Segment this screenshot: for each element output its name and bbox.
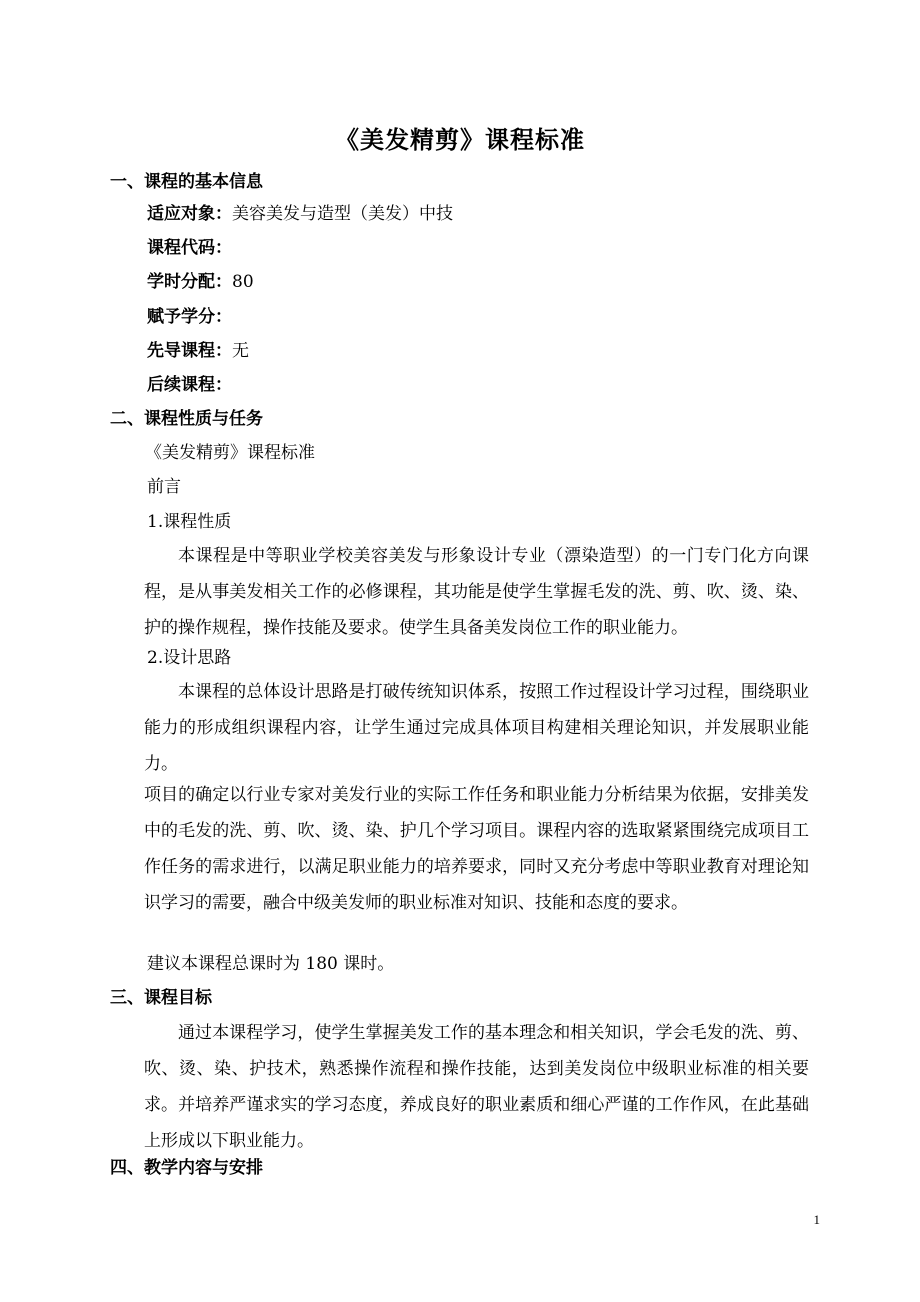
nature-paragraph: 本课程是中等职业学校美容美发与形象设计专业（漂染造型）的一门专门化方向课程，是从事美发相关工作的必修课程，其功能是使学生掌握毛发的洗、剪、吹、烫、染、护的操作规程，操作技能及要求。使学生具备美发岗位工作的职业能力。	[144, 546, 809, 638]
document-title: 《美发精剪》课程标准	[335, 126, 585, 154]
section3-heading: 三、课程目标	[110, 988, 212, 1008]
section2-subtitle: 《美发精剪》课程标准	[145, 443, 315, 463]
field-value: 美容美发与造型（美发）中技	[232, 204, 453, 224]
design-paragraph: 本课程的总体设计思路是打破传统知识体系，按照工作过程设计学习过程，围绕职业能力的形成组织课程内容，让学生通过完成具体项目构建相关理论知识，并发展职业能力。	[144, 682, 809, 774]
field-label: 先导课程：	[147, 341, 232, 361]
field-credits	[147, 305, 232, 329]
section1-heading: 一、课程的基本信息	[110, 172, 263, 192]
field-value: 80	[232, 272, 254, 292]
field-value: 无	[232, 341, 249, 361]
field-code	[147, 236, 232, 260]
field-hours	[147, 270, 254, 294]
field-label: 学时分配：	[147, 272, 232, 292]
field-label: 课程代码：	[147, 238, 232, 258]
section4-heading: 四、教学内容与安排	[110, 1158, 263, 1178]
field-followup	[147, 373, 232, 397]
preface-heading: 前言	[147, 477, 181, 497]
section2-heading: 二、课程性质与任务	[110, 409, 263, 429]
field-target	[147, 202, 453, 226]
field-prerequisite	[147, 339, 249, 363]
hours-note: 建议本课程总课时为 180 课时。	[147, 954, 395, 974]
field-label: 赋予学分：	[147, 307, 232, 327]
design-heading: 2.设计思路	[147, 648, 232, 668]
project-paragraph: 项目的确定以行业专家对美发行业的实际工作任务和职业能力分析结果为依据，安排美发中的毛发的洗、剪、吹、烫、染、护几个学习项目。课程内容的选取紧紧围绕完成项目工作任务的需求进行，以满足职业能力的培养要求，同时又充分考虑中等职业教育对理论知识学习的需要，融合中级美发师的职业标准对知识、技能和态度的要求。	[144, 785, 809, 913]
goals-paragraph: 通过本课程学习，使学生掌握美发工作的基本理念和相关知识，学会毛发的洗、剪、吹、烫、染、护技术，熟悉操作流程和操作技能，达到美发岗位中级职业标准的相关要求。并培养严谨求实的学习态度，养成良好的职业素质和细心严谨的工作作风，在此基础上形成以下职业能力。	[144, 1023, 809, 1151]
field-label: 适应对象：	[147, 204, 232, 224]
nature-heading: 1.课程性质	[147, 512, 232, 532]
page-number: 1	[813, 1212, 820, 1227]
field-label: 后续课程：	[147, 375, 232, 395]
